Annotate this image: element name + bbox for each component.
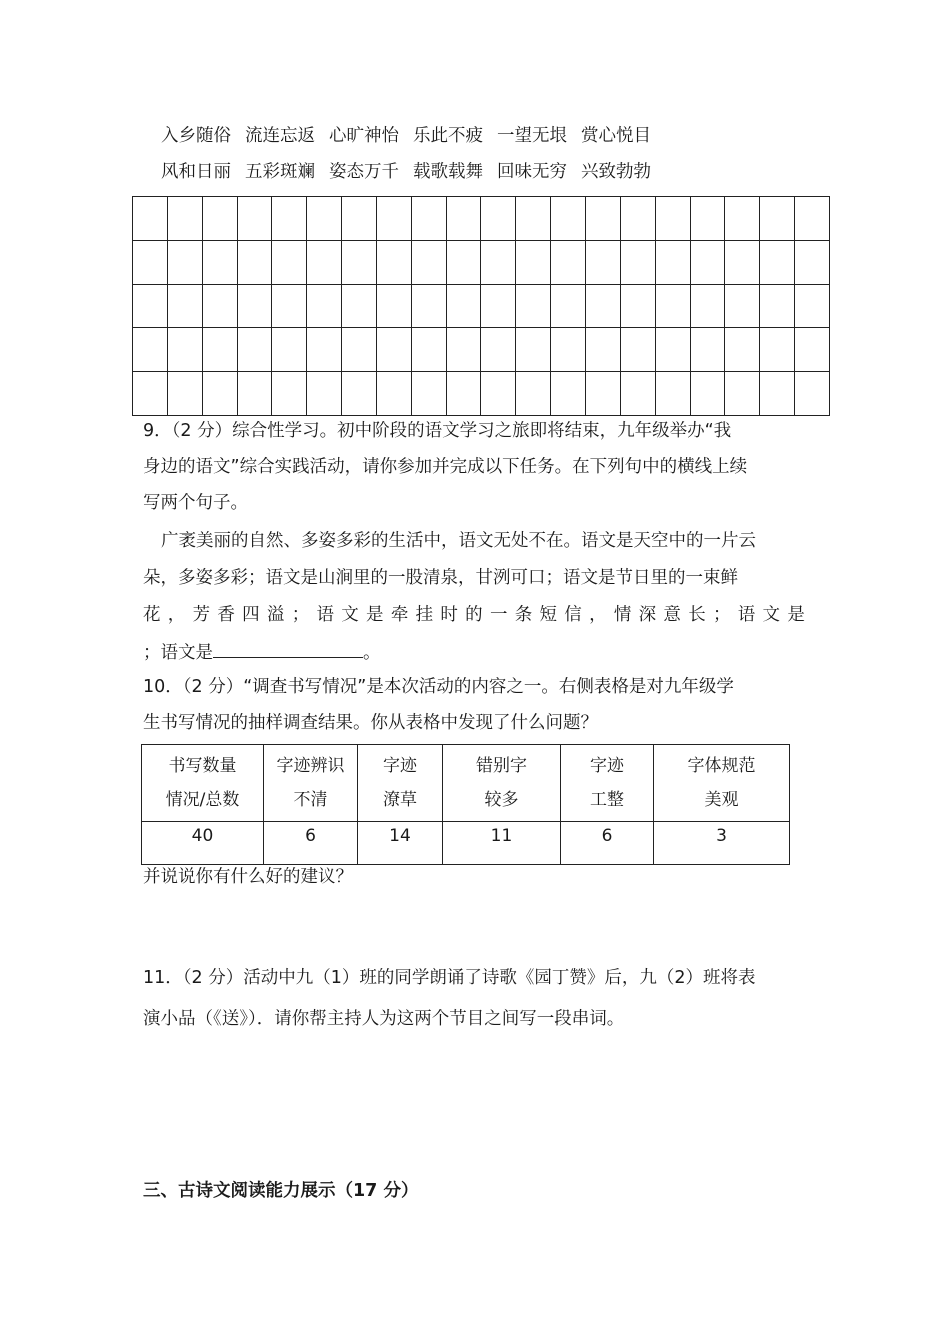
grid-cell[interactable]	[795, 372, 830, 416]
char: ；	[291, 605, 310, 625]
idiom: 心旷神怡	[329, 126, 399, 146]
table-cell: 3	[654, 822, 790, 865]
idiom-row-2	[161, 160, 665, 184]
grid-cell[interactable]	[238, 285, 273, 329]
table-cell: 14	[358, 822, 443, 865]
grid-cell[interactable]	[447, 328, 482, 372]
q11-line-2: 演小品（《送》）．请你帮主持人为这两个节目之间写一段串词。	[143, 1009, 625, 1029]
grid-cell[interactable]	[656, 372, 691, 416]
survey-table	[141, 744, 790, 865]
grid-cell[interactable]	[307, 241, 342, 285]
table-header-cell: 书写数量 情况/总数	[142, 745, 264, 822]
grid-cell[interactable]	[203, 241, 238, 285]
grid-cell[interactable]	[481, 285, 516, 329]
grid-cell[interactable]	[725, 197, 760, 241]
idiom: 姿态万千	[329, 162, 399, 182]
grid-cell[interactable]	[516, 197, 551, 241]
grid-cell[interactable]	[691, 241, 726, 285]
table-cell: 11	[443, 822, 561, 865]
grid-cell[interactable]	[656, 328, 691, 372]
grid-cell[interactable]	[203, 372, 238, 416]
char: 语	[316, 605, 334, 625]
grid-cell[interactable]	[447, 241, 482, 285]
grid-cell[interactable]	[342, 197, 377, 241]
table-header-cell: 字迹 工整	[561, 745, 654, 822]
grid-cell[interactable]	[586, 372, 621, 416]
grid-cell[interactable]	[238, 328, 273, 372]
idiom: 兴致勃勃	[581, 162, 651, 182]
q9-para-4-start: ；语文是	[143, 643, 213, 663]
char: 牵	[390, 605, 409, 625]
grid-cell[interactable]	[238, 372, 273, 416]
char: 的	[465, 605, 483, 625]
grid-cell[interactable]	[342, 328, 377, 372]
grid-cell[interactable]	[725, 372, 760, 416]
grid-cell[interactable]	[481, 328, 516, 372]
grid-cell[interactable]	[238, 197, 273, 241]
grid-cell[interactable]	[377, 197, 412, 241]
grid-cell[interactable]	[447, 197, 482, 241]
grid-cell[interactable]	[377, 372, 412, 416]
grid-cell[interactable]	[168, 197, 203, 241]
table-cell: 40	[142, 822, 264, 865]
char: 短	[539, 605, 557, 625]
idiom: 回味无穷	[497, 162, 567, 182]
q9-para-1: 广袤美丽的自然、多姿多彩的生活中，语文无处不在。语文是天空中的一片云	[161, 531, 756, 551]
grid-cell[interactable]	[760, 372, 795, 416]
grid-cell[interactable]	[412, 241, 447, 285]
table-cell: 6	[561, 822, 654, 865]
writing-grid[interactable]	[132, 196, 830, 416]
char: 长	[688, 605, 706, 625]
table-header-cell: 字迹 潦草	[358, 745, 443, 822]
grid-cell[interactable]	[307, 328, 342, 372]
idiom-row-1	[161, 124, 665, 148]
idiom: 风和日丽	[161, 162, 231, 182]
grid-cell[interactable]	[481, 197, 516, 241]
grid-cell[interactable]	[377, 241, 412, 285]
grid-cell[interactable]	[760, 328, 795, 372]
grid-cell[interactable]	[133, 285, 168, 329]
char: 信	[564, 605, 582, 625]
grid-cell[interactable]	[621, 285, 656, 329]
q11-line-1: 11．（2 分）活动中九（1）班的同学朗诵了诗歌《园丁赞》后，九（2）班将表	[143, 968, 756, 988]
grid-cell[interactable]	[272, 372, 307, 416]
q10-line-2: 生书写情况的抽样调查结果。你从表格中发现了什么问题？	[143, 713, 598, 733]
grid-cell[interactable]	[133, 372, 168, 416]
char: 一	[489, 605, 508, 625]
section-3-title: 三、古诗文阅读能力展示（17 分）	[143, 1181, 419, 1201]
grid-cell[interactable]	[621, 241, 656, 285]
q9-para-3	[143, 603, 805, 627]
grid-cell[interactable]	[481, 372, 516, 416]
grid-cell[interactable]	[447, 285, 482, 329]
grid-cell[interactable]	[272, 241, 307, 285]
idiom: 载歌载舞	[413, 162, 483, 182]
grid-cell[interactable]	[342, 241, 377, 285]
grid-cell[interactable]	[412, 328, 447, 372]
grid-cell[interactable]	[516, 372, 551, 416]
q9-line-2: 身边的语文”综合实践活动，请你参加并完成以下任务。在下列句中的横线上续	[143, 457, 748, 477]
idiom: 入乡随俗	[161, 126, 231, 146]
grid-cell[interactable]	[168, 285, 203, 329]
char: 文	[762, 605, 781, 625]
grid-cell[interactable]	[516, 328, 551, 372]
q10-line-1: 10．（2 分）“调查书写情况”是本次活动的内容之一。右侧表格是对九年级学	[143, 677, 734, 697]
grid-cell[interactable]	[551, 197, 586, 241]
grid-cell[interactable]	[691, 285, 726, 329]
grid-cell[interactable]	[412, 372, 447, 416]
grid-cell[interactable]	[168, 241, 203, 285]
grid-cell[interactable]	[760, 241, 795, 285]
char: 时	[440, 605, 458, 625]
char: 条	[514, 605, 533, 625]
grid-cell[interactable]	[725, 285, 760, 329]
grid-cell[interactable]	[412, 285, 447, 329]
idiom: 乐此不疲	[413, 126, 483, 146]
answer-blank[interactable]	[213, 639, 363, 658]
grid-cell[interactable]	[203, 285, 238, 329]
grid-cell[interactable]	[412, 197, 447, 241]
char: 溢	[266, 605, 285, 625]
grid-cell[interactable]	[203, 328, 238, 372]
idiom: 流连忘返	[245, 126, 315, 146]
char: 芳	[192, 605, 211, 625]
char: 花	[143, 605, 161, 625]
grid-cell[interactable]	[307, 285, 342, 329]
q9-line-1: 9．（2 分）综合性学习。初中阶段的语文学习之旅即将结束，九年级举办“我	[143, 421, 732, 441]
grid-cell[interactable]	[621, 372, 656, 416]
char: 深	[638, 605, 657, 625]
grid-cell[interactable]	[342, 285, 377, 329]
grid-cell[interactable]	[516, 241, 551, 285]
grid-cell[interactable]	[656, 285, 691, 329]
grid-cell[interactable]	[725, 328, 760, 372]
grid-cell[interactable]	[656, 241, 691, 285]
grid-cell[interactable]	[377, 285, 412, 329]
grid-cell[interactable]	[621, 328, 656, 372]
grid-cell[interactable]	[238, 241, 273, 285]
grid-cell[interactable]	[586, 285, 621, 329]
grid-cell[interactable]	[168, 328, 203, 372]
char: 是	[366, 605, 384, 625]
grid-cell[interactable]	[691, 372, 726, 416]
char: 香	[217, 605, 235, 625]
char: 四	[242, 605, 260, 625]
q9-para-4-end: 。	[363, 643, 381, 663]
grid-cell[interactable]	[481, 241, 516, 285]
char: 语	[737, 605, 756, 625]
table-cell: 6	[264, 822, 358, 865]
grid-cell[interactable]	[168, 372, 203, 416]
grid-cell[interactable]	[795, 328, 830, 372]
grid-cell[interactable]	[377, 328, 412, 372]
grid-cell[interactable]	[551, 285, 586, 329]
grid-cell[interactable]	[133, 241, 168, 285]
char: ，	[589, 605, 607, 625]
table-header-cell: 字迹辨识 不清	[264, 745, 358, 822]
grid-cell[interactable]	[795, 285, 830, 329]
grid-cell[interactable]	[447, 372, 482, 416]
q9-para-2: 朵，多姿多彩；语文是山涧里的一股清泉，甘洌可口；语文是节日里的一束鲜	[143, 568, 738, 588]
grid-cell[interactable]	[307, 372, 342, 416]
char: 是	[787, 605, 805, 625]
grid-cell[interactable]	[551, 372, 586, 416]
grid-cell[interactable]	[551, 328, 586, 372]
char: ；	[712, 605, 731, 625]
char: 意	[663, 605, 681, 625]
grid-cell[interactable]	[307, 197, 342, 241]
grid-cell[interactable]	[795, 197, 830, 241]
idiom: 一望无垠	[497, 126, 567, 146]
grid-cell[interactable]	[760, 285, 795, 329]
q9-line-3: 写两个句子。	[143, 493, 248, 513]
grid-cell[interactable]	[272, 285, 307, 329]
grid-cell[interactable]	[551, 241, 586, 285]
grid-cell[interactable]	[133, 197, 168, 241]
grid-cell[interactable]	[586, 241, 621, 285]
char: 文	[341, 605, 359, 625]
char: ，	[167, 605, 186, 625]
grid-cell[interactable]	[795, 241, 830, 285]
char: 情	[613, 605, 632, 625]
grid-cell[interactable]	[586, 197, 621, 241]
grid-cell[interactable]	[725, 241, 760, 285]
grid-cell[interactable]	[656, 197, 691, 241]
idiom: 赏心悦目	[581, 126, 651, 146]
grid-cell[interactable]	[342, 372, 377, 416]
table-header-cell: 错别字 较多	[443, 745, 561, 822]
grid-cell[interactable]	[621, 197, 656, 241]
grid-cell[interactable]	[586, 328, 621, 372]
q10-after: 并说说你有什么好的建议？	[143, 867, 353, 887]
char: 挂	[415, 605, 434, 625]
grid-cell[interactable]	[516, 285, 551, 329]
table-header-cell: 字体规范 美观	[654, 745, 790, 822]
grid-cell[interactable]	[691, 328, 726, 372]
q9-para-4	[143, 639, 381, 665]
grid-cell[interactable]	[760, 197, 795, 241]
grid-cell[interactable]	[272, 197, 307, 241]
idiom: 五彩斑斓	[245, 162, 315, 182]
grid-cell[interactable]	[272, 328, 307, 372]
grid-cell[interactable]	[203, 197, 238, 241]
grid-cell[interactable]	[691, 197, 726, 241]
grid-cell[interactable]	[133, 328, 168, 372]
